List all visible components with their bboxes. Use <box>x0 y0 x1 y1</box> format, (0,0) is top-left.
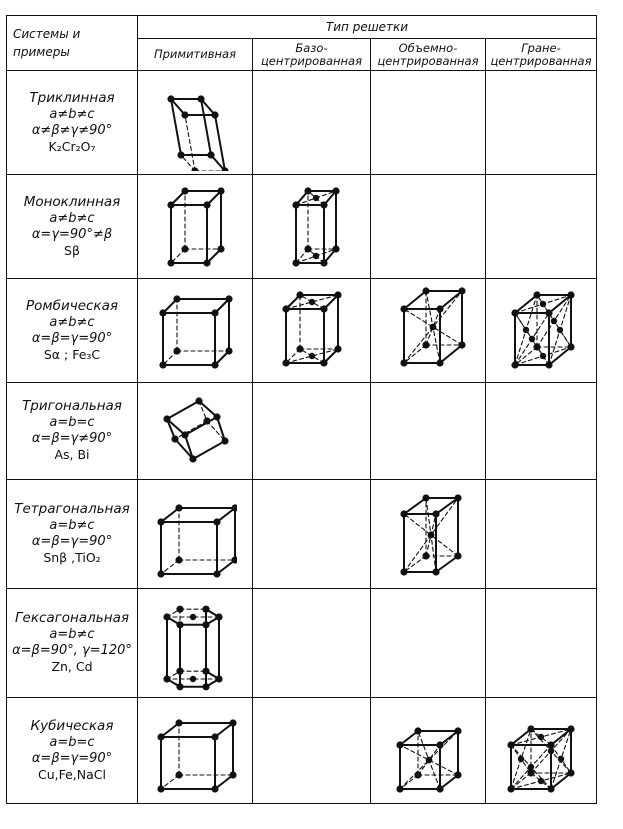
lattice-edge <box>404 498 426 514</box>
lattice-atom <box>181 187 188 194</box>
lattice-edge <box>440 345 462 363</box>
lattice-atom <box>428 532 435 539</box>
system-angles-relation: α=β=γ=90° <box>31 750 113 766</box>
lattice-atom <box>229 719 236 726</box>
col-header-line1: Примитивная <box>153 47 236 61</box>
col-header-body-centered <box>371 39 486 71</box>
lattice-edge <box>404 291 426 309</box>
system-cell <box>7 279 138 383</box>
lattice-cell <box>138 71 253 175</box>
system-examples: Sα ; Fe₃C <box>43 346 101 362</box>
system-cell <box>7 698 138 804</box>
monoclinic-primitive-drawing <box>153 179 237 275</box>
lattice-atom <box>176 683 183 690</box>
lattice-atom <box>175 556 182 563</box>
system-cell <box>7 71 138 175</box>
tetragonal-primitive-drawing <box>153 486 237 582</box>
systems-header <box>7 16 138 71</box>
lattice-cell <box>138 698 253 804</box>
lattice-atom <box>211 785 218 792</box>
lattice-edge <box>440 291 462 309</box>
lattice-atom <box>171 435 178 442</box>
orthorhombic-body-centered-drawing <box>386 283 470 379</box>
trigonal-primitive-drawing <box>153 383 237 479</box>
table-row <box>7 71 597 175</box>
col-header-line2: центрированная <box>377 53 479 68</box>
table-row <box>7 589 597 698</box>
table-row <box>7 175 597 279</box>
system-name: Ромбическая <box>26 297 118 314</box>
empty-cell <box>371 589 486 698</box>
lattice-atom <box>557 326 563 332</box>
lattice-atom <box>173 295 180 302</box>
col-header-face-centered <box>486 39 597 71</box>
lattice-atom <box>538 777 544 783</box>
lattice-atom <box>157 733 164 740</box>
tetragonal-body-centered-drawing <box>386 486 470 582</box>
col-header-base-centered <box>253 39 371 71</box>
empty-cell <box>486 383 597 480</box>
lattice-atom <box>558 755 564 761</box>
lattice-atom <box>176 668 183 675</box>
empty-cell <box>371 175 486 279</box>
table-row <box>7 279 597 383</box>
lattice-atom <box>225 295 232 302</box>
lattice-atom <box>203 417 210 424</box>
lattice-cell <box>486 279 597 383</box>
lattice-atom <box>175 771 182 778</box>
lattice-atom <box>312 252 318 258</box>
lattice-atom <box>211 733 218 740</box>
lattice-atom <box>167 201 174 208</box>
lattice-cell <box>138 175 253 279</box>
lattice-cell <box>371 698 486 804</box>
lattice-atom <box>213 413 220 420</box>
lattice-cell <box>371 480 486 589</box>
lattice-atom <box>540 352 546 358</box>
lattice-atom <box>175 719 182 726</box>
lattice-atom <box>189 455 196 462</box>
lattice-atom <box>213 518 220 525</box>
system-angles-relation: α=β=γ=90° <box>31 330 113 346</box>
lattice-atom <box>163 613 170 620</box>
col-header-line1: Гране- <box>521 40 561 55</box>
lattice-atom <box>163 415 170 422</box>
lattice-atom <box>159 309 166 316</box>
system-axes-relation: a=b≠c <box>49 627 95 642</box>
lattice-edge <box>404 556 426 572</box>
lattice-atom <box>167 259 174 266</box>
systems-header-line1: Системы и <box>13 27 81 41</box>
system-axes-relation: a≠b≠c <box>49 210 95 226</box>
lattice-atom <box>221 437 228 444</box>
system-angles-relation: α=β=γ≠90° <box>31 431 113 446</box>
table-row <box>7 480 597 589</box>
cubic-body-centered-drawing <box>386 703 470 799</box>
lattice-atom <box>190 614 196 620</box>
empty-cell <box>253 589 371 698</box>
col-header-primitive <box>138 39 253 71</box>
system-name: Гексагональная <box>15 610 129 626</box>
lattice-atom <box>202 668 209 675</box>
lattice-atom <box>203 259 210 266</box>
system-cell <box>7 175 138 279</box>
table-row <box>7 383 597 480</box>
lattice-cell <box>486 698 597 804</box>
system-name: Триклинная <box>29 89 115 106</box>
orthorhombic-base-centered-drawing <box>270 283 354 379</box>
lattice-cell <box>371 279 486 383</box>
lattice-cell <box>138 279 253 383</box>
lattice-atom <box>523 326 529 332</box>
table-row <box>7 698 597 804</box>
lattice-atom <box>190 676 196 682</box>
col-header-line2: центрированная <box>260 53 363 68</box>
lattice-cell <box>138 589 253 698</box>
cubic-primitive-drawing <box>153 703 237 799</box>
lattice-atom <box>538 733 544 739</box>
lattice-atom <box>176 606 183 613</box>
system-angles-relation: α≠β≠γ≠90° <box>31 122 113 138</box>
system-examples: Zn, Cd <box>51 659 93 674</box>
hexagonal-primitive-drawing <box>153 595 237 691</box>
lattice-atom <box>175 504 182 511</box>
system-examples: Sβ <box>64 242 80 258</box>
system-axes-relation: a=b≠c <box>49 518 95 533</box>
system-cell <box>7 589 138 698</box>
cubic-face-centered-drawing <box>499 703 583 799</box>
system-examples: Snβ ,TiO₂ <box>43 550 101 565</box>
system-examples: K₂Cr₂O₇ <box>48 138 96 154</box>
system-axes-relation: a=b=c <box>49 734 95 750</box>
empty-cell <box>371 383 486 480</box>
empty-cell <box>486 71 597 175</box>
empty-cell <box>486 175 597 279</box>
lattice-edge <box>185 115 195 171</box>
lattice-atom <box>181 431 188 438</box>
lattice-atom <box>203 201 210 208</box>
empty-cell <box>253 480 371 589</box>
system-axes-relation: a=b=c <box>49 415 95 430</box>
lattice-atom <box>518 755 524 761</box>
bravais-lattice-table <box>6 15 597 804</box>
systems-header-line2: примеры <box>13 45 70 59</box>
empty-cell <box>486 589 597 698</box>
system-examples: As, Bi <box>54 447 90 462</box>
system-name: Моноклинная <box>23 193 121 210</box>
col-header-line1: Базо- <box>295 40 328 55</box>
orthorhombic-face-centered-drawing <box>499 283 583 379</box>
lattice-edge <box>167 401 199 419</box>
lattice-atom <box>163 675 170 682</box>
lattice-atom <box>157 518 164 525</box>
lattice-edge <box>436 556 458 572</box>
system-cell <box>7 383 138 480</box>
system-cell <box>7 480 138 589</box>
lattice-atom <box>217 187 224 194</box>
table-body <box>7 71 597 804</box>
lattice-atom <box>217 245 224 252</box>
lattice-atom <box>430 323 437 330</box>
lattice-atom <box>211 309 218 316</box>
lattice-atom <box>157 570 164 577</box>
orthorhombic-primitive-drawing <box>153 283 237 379</box>
lattice-atom <box>211 361 218 368</box>
lattice-atom <box>215 613 222 620</box>
lattice-atom <box>229 771 236 778</box>
lattice-edge <box>404 345 426 363</box>
lattice-atom <box>308 352 314 358</box>
lattice-type-header: Тип решетки <box>138 16 597 39</box>
lattice-atom <box>195 397 202 404</box>
system-name: Кубическая <box>30 717 114 734</box>
col-header-line1: Объемно- <box>398 40 458 55</box>
lattice-atom <box>181 245 188 252</box>
system-axes-relation: a≠b≠c <box>49 314 95 330</box>
lattice-atom <box>213 570 220 577</box>
system-axes-relation: a≠b≠c <box>49 106 95 122</box>
lattice-atom <box>197 95 204 102</box>
lattice-atom <box>181 111 188 118</box>
system-name: Тетрагональная <box>14 501 130 517</box>
empty-cell <box>371 71 486 175</box>
lattice-atom <box>167 95 174 102</box>
lattice-atom <box>202 606 209 613</box>
lattice-atom <box>426 756 433 763</box>
system-angles-relation: α=β=90°, γ=120° <box>12 643 132 658</box>
lattice-atom <box>211 111 218 118</box>
lattice-edge <box>436 498 458 514</box>
lattice-cell <box>253 279 371 383</box>
lattice-edge <box>193 441 225 459</box>
lattice-cell <box>138 383 253 480</box>
monoclinic-base-centered-drawing <box>270 179 354 275</box>
system-examples: Cu,Fe,NaCl <box>37 766 106 782</box>
empty-cell <box>253 71 371 175</box>
lattice-atom <box>215 675 222 682</box>
lattice-cell <box>253 175 371 279</box>
lattice-atom <box>308 298 314 304</box>
lattice-edge <box>217 417 225 441</box>
lattice-atom <box>225 347 232 354</box>
triclinic-primitive-drawing <box>153 75 237 171</box>
empty-cell <box>253 698 371 804</box>
system-angles-relation: α=γ=90°≠β <box>31 226 113 242</box>
lattice-atom <box>157 785 164 792</box>
lattice-atom <box>202 621 209 628</box>
lattice-atom <box>312 194 318 200</box>
lattice-atom <box>540 300 546 306</box>
lattice-atom <box>202 683 209 690</box>
system-name: Тригональная <box>22 398 122 414</box>
col-header-line2: центрированная <box>490 53 592 68</box>
system-angles-relation: α=β=γ=90° <box>31 534 113 549</box>
lattice-atom <box>173 347 180 354</box>
empty-cell <box>253 383 371 480</box>
lattice-atom <box>207 151 214 158</box>
lattice-atom <box>177 151 184 158</box>
lattice-atom <box>159 361 166 368</box>
lattice-atom <box>176 621 183 628</box>
lattice-cell <box>138 480 253 589</box>
empty-cell <box>486 480 597 589</box>
